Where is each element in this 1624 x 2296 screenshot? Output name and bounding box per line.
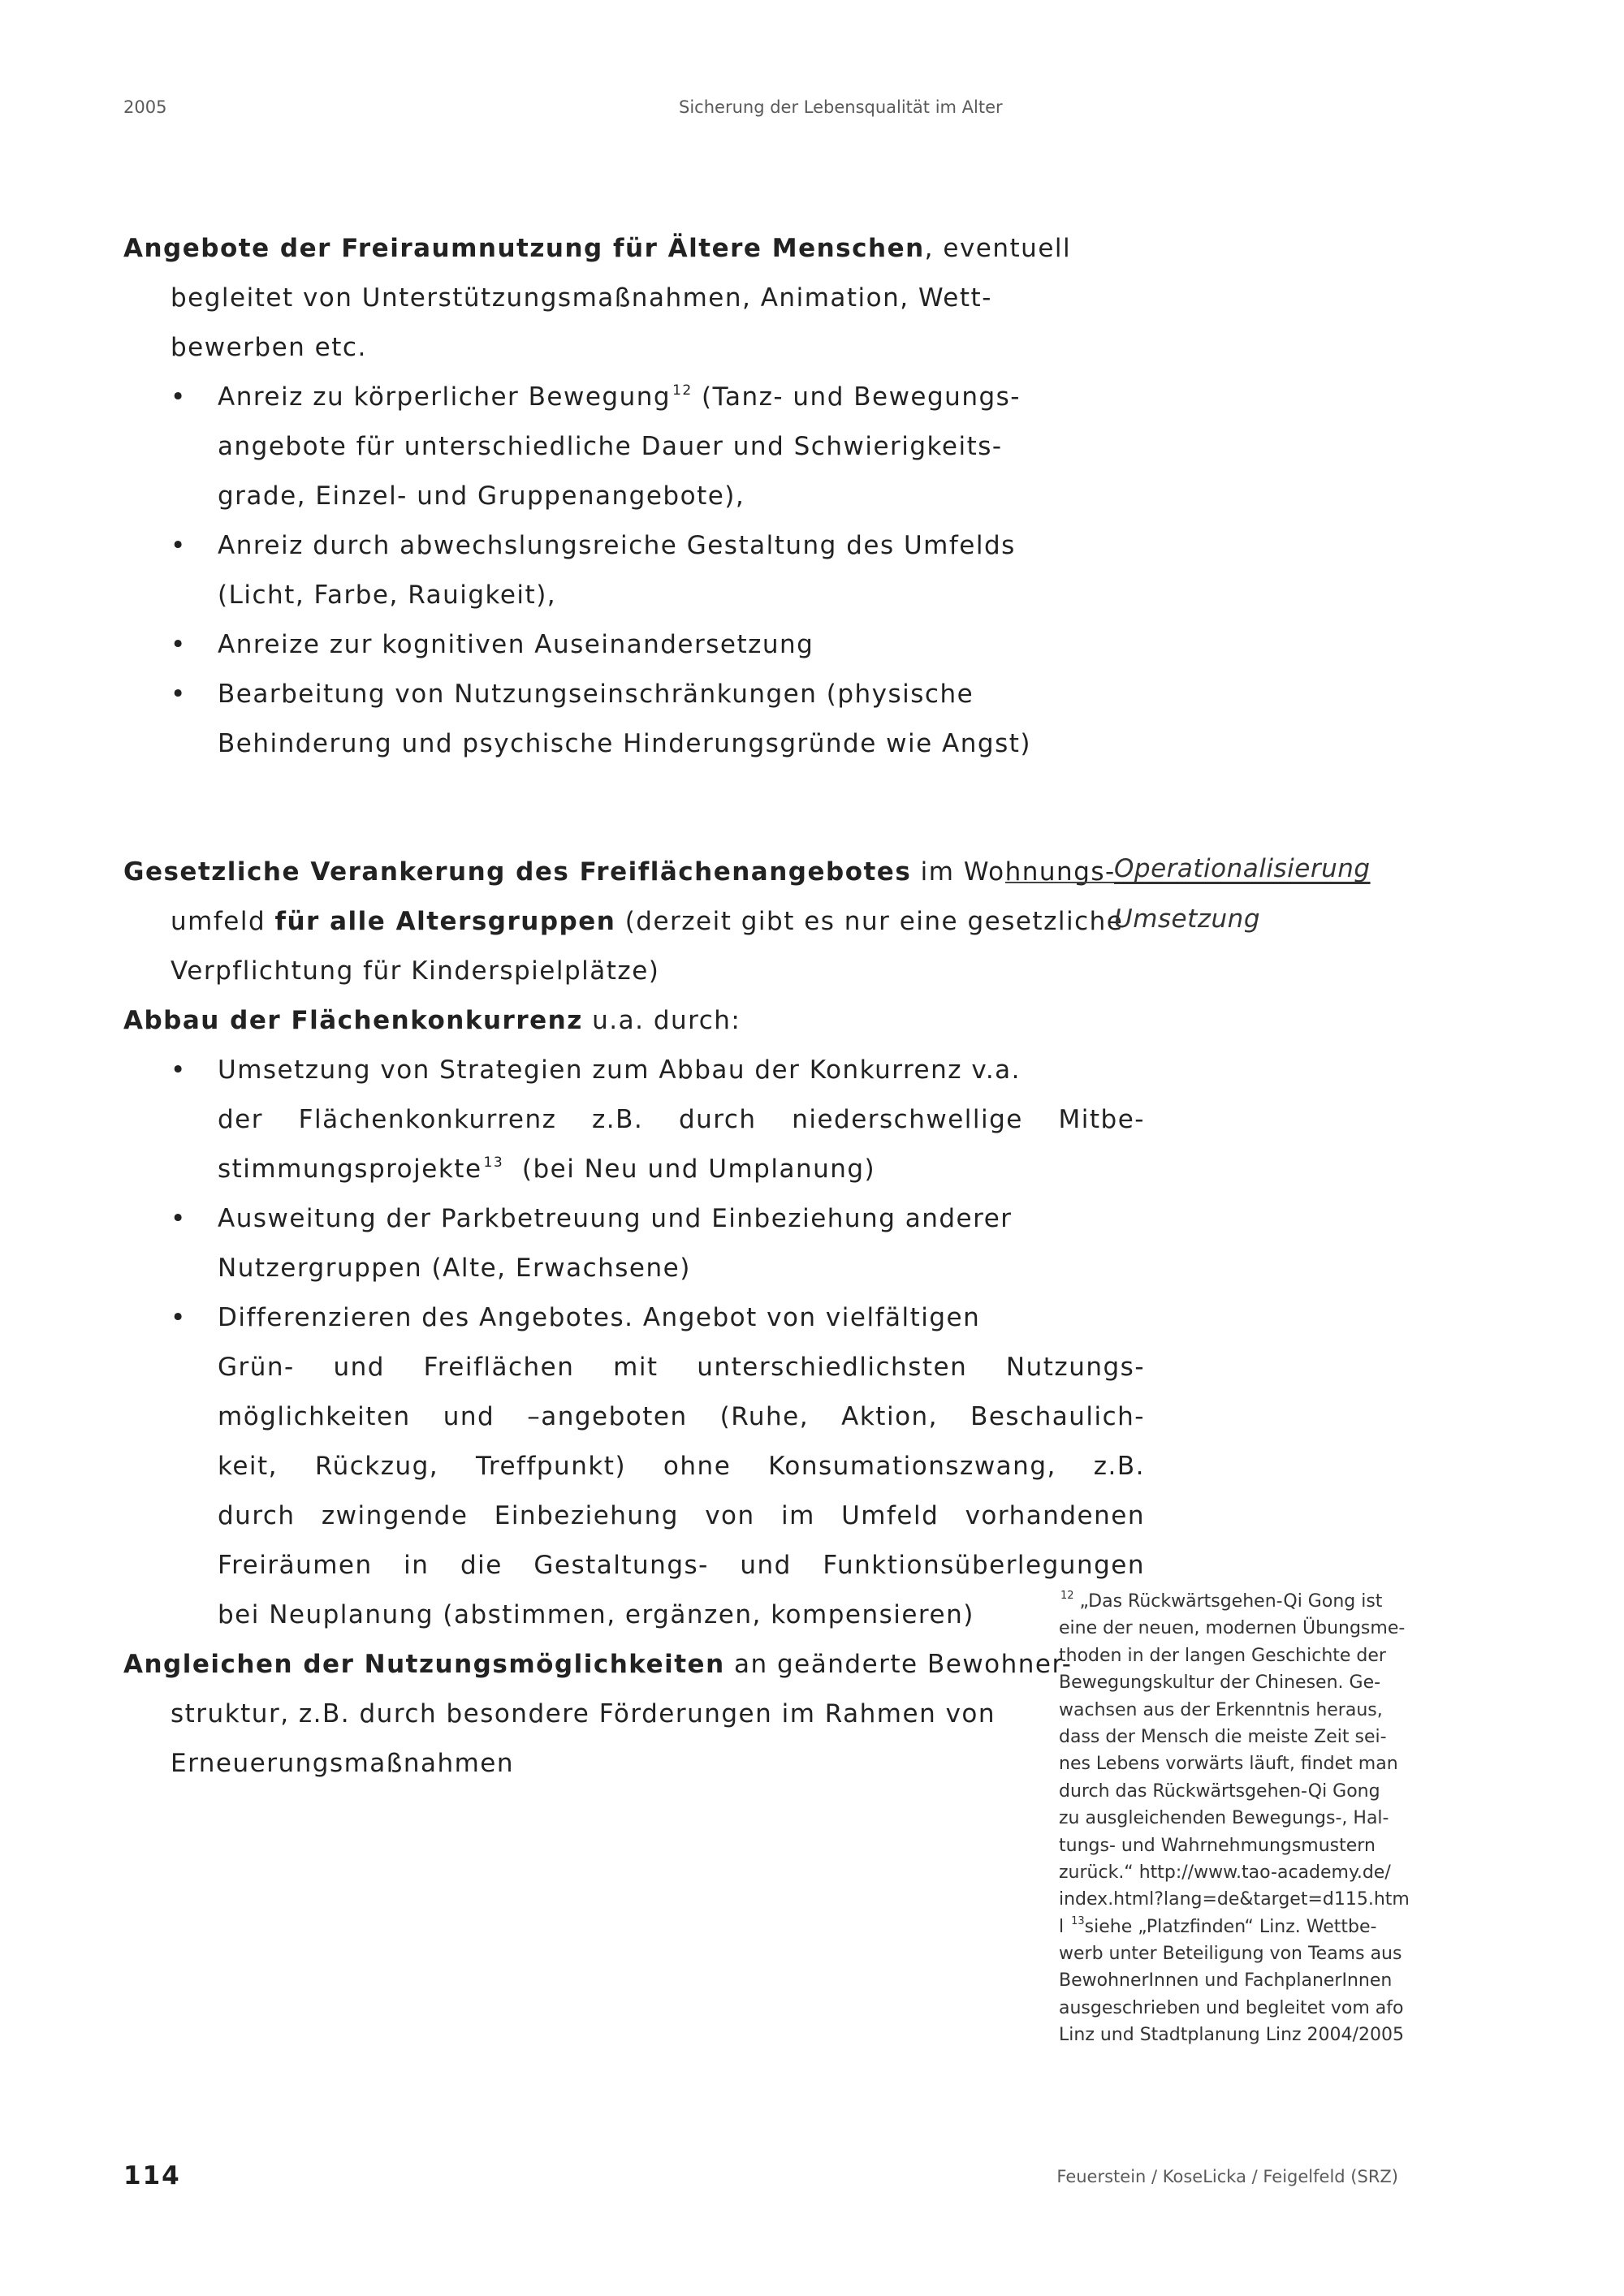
list-item: • Bearbeitung von Nutzungseinschränkungen (physische [123, 670, 1017, 719]
list-item: • Differenzieren des Angebotes. Angebot von vielfältigen [123, 1293, 1017, 1343]
heading-line: Angebote der Freiraumnutzung für Ältere Menschen, eventuell [123, 234, 1072, 263]
footnote-line: $^{12}$ „Das Rückwärtsgehen-Qi Gong ist [1060, 1590, 1383, 1612]
header-year: 2005 [123, 97, 167, 117]
text-line: bewerben etc. [171, 333, 367, 362]
footnote-ref-12: 12 [672, 382, 693, 399]
margin-label-operationalisierung: Operationalisierung [1114, 854, 1371, 883]
paragraph-line: umfeld für alle Altersgruppen (derzeit gibt es nur eine gesetzliche [171, 907, 1124, 936]
paragraph-line: Gesetzliche Verankerung des Freiflächenangebotes im Wohnungs- [123, 857, 1116, 887]
footnote-line: nes Lebens vorwärts läuft, findet man [1059, 1754, 1398, 1775]
text-line: keit, Rückzug, Treffpunkt) ohne Konsumationszwang, z.B. [218, 1452, 1145, 1481]
bullet-marker: • [171, 1204, 187, 1233]
list-item: • Anreiz zu körperlicher Bewegung $^{12}$ (Tanz- und Bewegungs- [123, 373, 1017, 422]
footnote-line: wachsen aus der Erkenntnis heraus, [1059, 1699, 1383, 1720]
footnote-line: tungs- und Wahrnehmungsmustern [1059, 1835, 1376, 1856]
footnote-line: Bewegungskultur der Chinesen. Ge- [1059, 1672, 1381, 1694]
list-item: • Anreiz durch abwechslungsreiche Gestaltung des Umfelds [123, 521, 1017, 571]
footnote-line: BewohnerInnen und FachplanerInnen [1059, 1970, 1393, 1992]
paragraph-line: Abbau der Flächenkonkurrenz u.a. durch: [123, 1006, 741, 1035]
bullet-marker: • [171, 531, 187, 560]
text-line: durch zwingende Einbeziehung von im Umfeld vorhandenen [218, 1501, 1145, 1530]
footnote-line: l $^{13}$siehe „Platzfinden“ Linz. Wettbe- [1059, 1914, 1377, 1937]
list-item: • Ausweitung der Parkbetreuung und Einbeziehung anderer [123, 1194, 1017, 1244]
header-title: Sicherung der Lebensqualität im Alter [679, 97, 1003, 117]
text-line: Freiräumen in die Gestaltungs- und Funktionsüberlegungen [218, 1551, 1145, 1580]
bullet-marker: • [171, 1055, 187, 1085]
text-line: möglichkeiten und –angeboten (Ruhe, Aktion, Beschaulich- [218, 1402, 1145, 1431]
page-number: 114 [123, 2161, 181, 2190]
bold-term: für alle Altersgruppen [274, 907, 616, 936]
footnote-line: Linz und Stadtplanung Linz 2004/2005 [1059, 2025, 1404, 2046]
text-line: Erneuerungsmaßnahmen [171, 1749, 515, 1778]
text-line: angebote für unterschiedliche Dauer und Schwierigkeits- [218, 432, 1003, 461]
paragraph-line: Angleichen der Nutzungsmöglichkeiten an geänderte Bewohner- [123, 1650, 1073, 1679]
footnotes [1059, 1588, 1416, 2049]
text-line: stimmungsprojekte $^{13}$ (bei Neu und Umplanung) [218, 1154, 876, 1184]
bold-term: Abbau der Flächenkonkurrenz [123, 1006, 583, 1035]
bullet-marker: • [171, 1303, 187, 1332]
text-line: begleitet von Unterstützungsmaßnahmen, Animation, Wett- [171, 283, 992, 313]
margin-label-umsetzung: Umsetzung [1114, 904, 1261, 934]
text-line: Behinderung und psychische Hinderungsgründe wie Angst) [218, 729, 1031, 758]
text-line: grade, Einzel- und Gruppenangebote), [218, 481, 745, 511]
text-line: Nutzergruppen (Alte, Erwachsene) [218, 1254, 691, 1283]
footnote-line: werb unter Beteiligung von Teams aus [1059, 1944, 1402, 1965]
section-freiraumnutzung [123, 224, 1072, 769]
footnote-line: ausgeschrieben und begleitet vom afo [1059, 1997, 1404, 2018]
heading-bold: Angebote der Freiraumnutzung für Ältere Menschen [123, 234, 925, 263]
footnote-number-12: 12 [1060, 1590, 1074, 1602]
footnote-line: durch das Rückwärtsgehen-Qi Gong [1059, 1780, 1380, 1802]
text-line: (Licht, Farbe, Rauigkeit), [218, 580, 557, 610]
text-line: Verpflichtung für Kinderspielplätze) [171, 956, 660, 986]
list-item: • Umsetzung von Strategien zum Abbau der Konkurrenz v.a. [123, 1046, 1017, 1095]
footnote-number-13: 13 [1071, 1914, 1085, 1927]
footnote-line: zu ausgleichenden Bewegungs-, Hal- [1059, 1808, 1389, 1829]
text-line: der Flächenkonkurrenz z.B. durch niederschwellige Mitbe- [218, 1105, 1145, 1134]
text-line: bei Neuplanung (abstimmen, ergänzen, kompensieren) [218, 1600, 974, 1629]
bold-term: Angleichen der Nutzungsmöglichkeiten [123, 1650, 725, 1679]
bullet-marker: • [171, 382, 187, 412]
text-line: struktur, z.B. durch besondere Förderungen im Rahmen von [171, 1699, 996, 1728]
bold-term: Gesetzliche Verankerung des Freiflächenangebotes [123, 857, 912, 887]
footnote-line: eine der neuen, modernen Übungsme- [1059, 1618, 1406, 1639]
footnote-ref-13: 13 [483, 1154, 504, 1171]
footnote-line: zurück.“ http://www.tao-academy.de/ [1059, 1862, 1391, 1883]
list-item: • Anreize zur kognitiven Auseinandersetzung [123, 620, 1017, 670]
text-line: Grün- und Freiflächen mit unterschiedlichsten Nutzungs- [218, 1353, 1145, 1382]
footer-authors: Feuerstein / KoseLicka / Feigelfeld (SRZ) [1056, 2167, 1398, 2186]
bullet-marker: • [171, 680, 187, 709]
footnote-line: index.html?lang=de&target=d115.htm [1059, 1889, 1410, 1910]
footnote-line: dass der Mensch die meiste Zeit sei- [1059, 1726, 1387, 1747]
footnote-line: thoden in der langen Geschichte der [1059, 1645, 1386, 1666]
bullet-marker: • [171, 630, 187, 659]
